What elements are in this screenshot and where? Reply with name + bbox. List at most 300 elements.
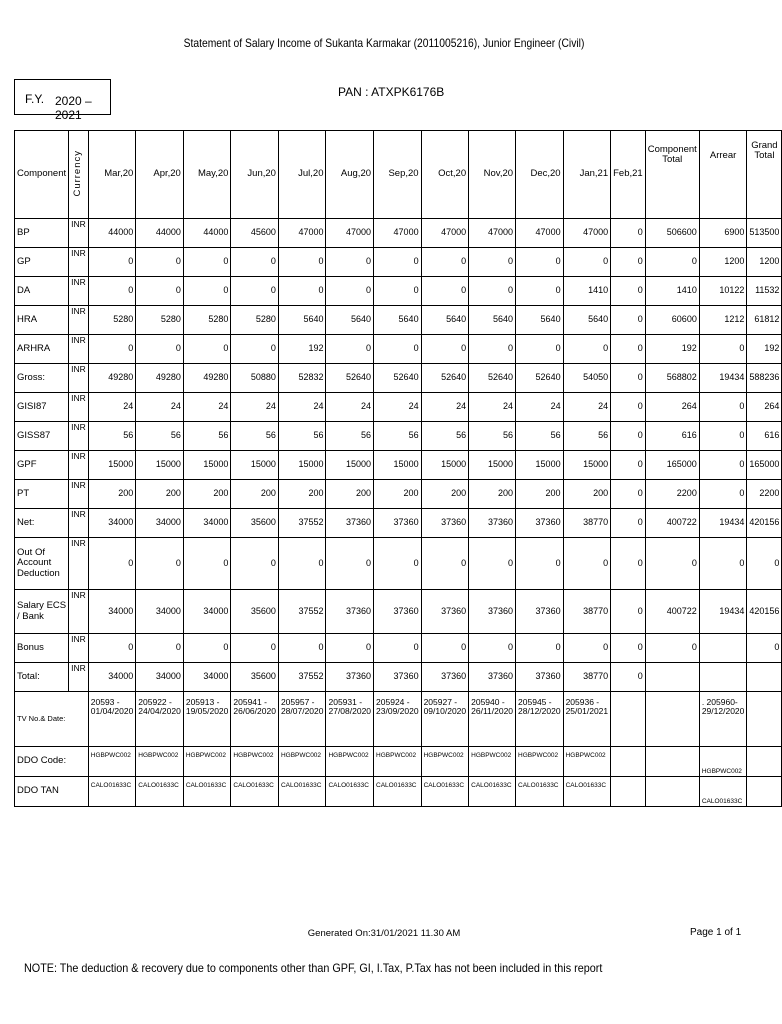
- header-month: Nov,20: [469, 131, 516, 219]
- row-value: 0: [469, 248, 516, 277]
- row-value: 24: [183, 393, 231, 422]
- row-label: HRA: [15, 306, 69, 335]
- row-currency: INR: [69, 538, 89, 590]
- row-value: 37360: [421, 663, 469, 692]
- row-value: 34000: [183, 663, 231, 692]
- ddo-tan-value: CALO01633C: [183, 777, 231, 807]
- row-value: 0: [421, 634, 469, 663]
- table-row: [15, 306, 782, 335]
- row-value: 34000: [183, 590, 231, 634]
- row-value: 37360: [516, 509, 564, 538]
- row-value: 56: [326, 422, 374, 451]
- row-currency: INR: [69, 393, 89, 422]
- row-value: 47000: [374, 219, 422, 248]
- ddo-code-value: HGBPWC002: [374, 747, 422, 777]
- row-value: 5280: [183, 306, 231, 335]
- header-month: Jun,20: [231, 131, 279, 219]
- ddo-tan-value: CALO01633C: [516, 777, 564, 807]
- row-value: 37360: [469, 590, 516, 634]
- fy-value: 2020 – 2021: [55, 94, 92, 122]
- row-currency: INR: [69, 219, 89, 248]
- row-component-total: 0: [645, 538, 699, 590]
- ddo-tan-value: CALO01633C: [699, 777, 747, 807]
- row-value: 0: [278, 538, 326, 590]
- row-value: 47000: [421, 219, 469, 248]
- row-arrear: 1200: [699, 248, 747, 277]
- row-value: 5640: [516, 306, 564, 335]
- table-row: [15, 451, 782, 480]
- row-value: 49280: [136, 364, 184, 393]
- row-label: PT: [15, 480, 69, 509]
- row-value: 0: [421, 538, 469, 590]
- tv-number-value: 205913 - 19/05/2020: [183, 692, 231, 747]
- row-grand-total: 192: [747, 335, 782, 364]
- tv-number-value: 205922 - 24/04/2020: [136, 692, 184, 747]
- tv-number-value: [645, 692, 699, 747]
- row-value: 0: [88, 248, 136, 277]
- row-arrear: 0: [699, 422, 747, 451]
- row-value: 200: [326, 480, 374, 509]
- row-value: 37360: [421, 590, 469, 634]
- row-arrear: 0: [699, 451, 747, 480]
- row-grand-total: 616: [747, 422, 782, 451]
- row-value: 0: [88, 538, 136, 590]
- row-component-total: [645, 663, 699, 692]
- row-arrear: [699, 663, 747, 692]
- row-value: 52832: [278, 364, 326, 393]
- header-row: [15, 131, 782, 219]
- row-label: DA: [15, 277, 69, 306]
- row-value: 0: [278, 634, 326, 663]
- row-arrear: 6900: [699, 219, 747, 248]
- row-currency: INR: [69, 335, 89, 364]
- header-month: Sep,20: [374, 131, 422, 219]
- header-month: Jan,21: [563, 131, 611, 219]
- row-label: Salary ECS / Bank: [15, 590, 69, 634]
- row-grand-total: 165000: [747, 451, 782, 480]
- row-value: 0: [326, 538, 374, 590]
- row-value: 56: [421, 422, 469, 451]
- row-value: 37360: [374, 590, 422, 634]
- row-value: 34000: [88, 509, 136, 538]
- row-value: 52640: [326, 364, 374, 393]
- row-value: 0: [611, 422, 646, 451]
- row-value: 0: [326, 634, 374, 663]
- table-row: [15, 509, 782, 538]
- ddo-tan-label: DDO TAN: [15, 777, 89, 807]
- row-value: 47000: [469, 219, 516, 248]
- row-value: 0: [136, 634, 184, 663]
- row-value: 24: [278, 393, 326, 422]
- header-month: Aug,20: [326, 131, 374, 219]
- ddo-tan-value: CALO01633C: [278, 777, 326, 807]
- row-label: GP: [15, 248, 69, 277]
- header-month: Feb,21: [611, 131, 646, 219]
- header-arrear: Arrear: [699, 131, 747, 219]
- row-value: 0: [231, 538, 279, 590]
- row-value: 0: [469, 277, 516, 306]
- ddo-code-value: HGBPWC002: [469, 747, 516, 777]
- row-component-total: 192: [645, 335, 699, 364]
- row-value: 15000: [563, 451, 611, 480]
- tv-number-value: . 205960- 29/12/2020: [699, 692, 747, 747]
- row-value: 35600: [231, 590, 279, 634]
- header-currency: [69, 131, 89, 219]
- row-value: 44000: [183, 219, 231, 248]
- row-value: 54050: [563, 364, 611, 393]
- row-value: 49280: [88, 364, 136, 393]
- ddo-tan-value: CALO01633C: [326, 777, 374, 807]
- row-grand-total: 2200: [747, 480, 782, 509]
- row-value: 0: [183, 634, 231, 663]
- row-value: 0: [611, 590, 646, 634]
- row-value: 0: [374, 248, 422, 277]
- table-row: [15, 480, 782, 509]
- ddo-code-value: [611, 747, 646, 777]
- row-value: 5280: [88, 306, 136, 335]
- row-label: ARHRA: [15, 335, 69, 364]
- row-value: 0: [231, 335, 279, 364]
- row-value: 5640: [278, 306, 326, 335]
- row-value: 37552: [278, 663, 326, 692]
- row-value: 200: [183, 480, 231, 509]
- row-value: 50880: [231, 364, 279, 393]
- row-value: 56: [469, 422, 516, 451]
- row-value: 0: [231, 248, 279, 277]
- ddo-tan-value: CALO01633C: [136, 777, 184, 807]
- row-component-total: 1410: [645, 277, 699, 306]
- statement-title: Statement of Salary Income of Sukanta Karmakar (2011005216), Junior Engineer (Civil): [183, 36, 585, 50]
- row-value: 24: [231, 393, 279, 422]
- row-grand-total: 0: [747, 634, 782, 663]
- row-value: 15000: [469, 451, 516, 480]
- ddo-code-value: HGBPWC002: [699, 747, 747, 777]
- tv-number-value: [747, 692, 782, 747]
- row-value: 0: [231, 634, 279, 663]
- row-value: 35600: [231, 509, 279, 538]
- row-grand-total: 513500: [747, 219, 782, 248]
- ddo-tan-value: CALO01633C: [563, 777, 611, 807]
- tv-number-value: 205931 - 27/08/2020: [326, 692, 374, 747]
- table-row: [15, 634, 782, 663]
- row-value: 0: [136, 335, 184, 364]
- row-currency: INR: [69, 663, 89, 692]
- pan-number: PAN : ATXPK6176B: [338, 85, 445, 99]
- row-label: Bonus: [15, 634, 69, 663]
- row-value: 0: [611, 634, 646, 663]
- row-value: 200: [516, 480, 564, 509]
- row-value: 56: [136, 422, 184, 451]
- row-value: 0: [136, 248, 184, 277]
- row-value: 49280: [183, 364, 231, 393]
- table-row: [15, 538, 782, 590]
- row-component-total: 165000: [645, 451, 699, 480]
- table-row: [15, 422, 782, 451]
- table-row: [15, 663, 782, 692]
- row-arrear: 0: [699, 538, 747, 590]
- row-value: 15000: [421, 451, 469, 480]
- row-value: 0: [563, 335, 611, 364]
- row-value: 0: [563, 538, 611, 590]
- ddo-tan-value: CALO01633C: [469, 777, 516, 807]
- page-number: Page 1 of 1: [690, 927, 742, 938]
- row-value: 15000: [278, 451, 326, 480]
- row-value: 44000: [88, 219, 136, 248]
- row-value: 200: [469, 480, 516, 509]
- row-arrear: 19434: [699, 364, 747, 393]
- row-value: 34000: [136, 663, 184, 692]
- row-value: 24: [516, 393, 564, 422]
- row-value: 0: [421, 248, 469, 277]
- row-value: 0: [611, 364, 646, 393]
- row-value: 24: [374, 393, 422, 422]
- row-value: 56: [231, 422, 279, 451]
- row-value: 38770: [563, 590, 611, 634]
- table-row: [15, 590, 782, 634]
- row-value: 0: [136, 538, 184, 590]
- row-value: 0: [611, 451, 646, 480]
- row-value: 0: [278, 248, 326, 277]
- ddo-tan-value: [611, 777, 646, 807]
- table-row: [15, 248, 782, 277]
- table-row: [15, 219, 782, 248]
- row-value: 0: [611, 219, 646, 248]
- row-value: 0: [516, 634, 564, 663]
- row-value: 0: [88, 634, 136, 663]
- row-value: 52640: [469, 364, 516, 393]
- ddo-tan-row: [15, 777, 782, 807]
- row-value: 47000: [326, 219, 374, 248]
- row-value: 0: [611, 538, 646, 590]
- row-value: 0: [611, 277, 646, 306]
- tv-number-row: [15, 692, 782, 747]
- row-value: 200: [563, 480, 611, 509]
- row-label: GISS87: [15, 422, 69, 451]
- row-component-total: 506600: [645, 219, 699, 248]
- ddo-tan-value: CALO01633C: [374, 777, 422, 807]
- row-value: 15000: [231, 451, 279, 480]
- row-value: 0: [611, 393, 646, 422]
- row-arrear: 1212: [699, 306, 747, 335]
- ddo-code-value: [747, 747, 782, 777]
- row-value: 24: [469, 393, 516, 422]
- row-value: 37552: [278, 590, 326, 634]
- ddo-code-value: HGBPWC002: [516, 747, 564, 777]
- row-value: 0: [611, 335, 646, 364]
- ddo-code-value: HGBPWC002: [136, 747, 184, 777]
- row-value: 5640: [374, 306, 422, 335]
- row-currency: INR: [69, 277, 89, 306]
- row-value: 52640: [516, 364, 564, 393]
- ddo-code-value: HGBPWC002: [563, 747, 611, 777]
- row-arrear: 0: [699, 393, 747, 422]
- row-value: 0: [183, 277, 231, 306]
- row-value: 0: [136, 277, 184, 306]
- tv-number-value: 20593 - 01/04/2020: [88, 692, 136, 747]
- row-value: 52640: [421, 364, 469, 393]
- row-grand-total: [747, 663, 782, 692]
- row-value: 5640: [326, 306, 374, 335]
- row-value: 0: [326, 277, 374, 306]
- header-component: Component: [15, 131, 69, 219]
- tv-number-value: 205941 - 26/06/2020: [231, 692, 279, 747]
- row-value: 200: [374, 480, 422, 509]
- row-currency: INR: [69, 590, 89, 634]
- row-value: 0: [421, 277, 469, 306]
- row-value: 0: [421, 335, 469, 364]
- table-row: [15, 364, 782, 393]
- row-component-total: 568802: [645, 364, 699, 393]
- row-value: 192: [278, 335, 326, 364]
- row-value: 24: [88, 393, 136, 422]
- row-value: 0: [469, 335, 516, 364]
- header-month: Apr,20: [136, 131, 184, 219]
- row-value: 37552: [278, 509, 326, 538]
- tv-number-value: 205924 - 23/09/2020: [374, 692, 422, 747]
- row-value: 0: [611, 248, 646, 277]
- header-month: Mar,20: [88, 131, 136, 219]
- row-value: 56: [516, 422, 564, 451]
- row-value: 47000: [278, 219, 326, 248]
- fy-box: [14, 79, 111, 122]
- tv-number-value: 205936 - 25/01/2021: [563, 692, 611, 747]
- row-value: 0: [469, 634, 516, 663]
- row-currency: INR: [69, 451, 89, 480]
- row-value: 38770: [563, 663, 611, 692]
- row-value: 0: [326, 248, 374, 277]
- ddo-code-value: HGBPWC002: [278, 747, 326, 777]
- row-value: 34000: [88, 663, 136, 692]
- row-value: 15000: [326, 451, 374, 480]
- row-value: 0: [278, 277, 326, 306]
- row-value: 0: [516, 277, 564, 306]
- row-value: 5640: [421, 306, 469, 335]
- row-currency: INR: [69, 422, 89, 451]
- row-currency: INR: [69, 248, 89, 277]
- row-value: 24: [563, 393, 611, 422]
- row-arrear: 0: [699, 335, 747, 364]
- row-value: 15000: [374, 451, 422, 480]
- row-value: 0: [374, 538, 422, 590]
- row-value: 37360: [326, 590, 374, 634]
- row-value: 0: [374, 277, 422, 306]
- row-arrear: 19434: [699, 509, 747, 538]
- row-value: 0: [563, 634, 611, 663]
- row-value: 0: [326, 335, 374, 364]
- row-value: 0: [516, 248, 564, 277]
- row-value: 0: [374, 335, 422, 364]
- row-value: 0: [231, 277, 279, 306]
- ddo-tan-value: CALO01633C: [88, 777, 136, 807]
- row-component-total: 0: [645, 634, 699, 663]
- row-value: 15000: [516, 451, 564, 480]
- row-value: 0: [88, 277, 136, 306]
- row-arrear: 19434: [699, 590, 747, 634]
- tv-number-value: 205940 - 26/11/2020: [469, 692, 516, 747]
- row-grand-total: 0: [747, 538, 782, 590]
- row-value: 47000: [516, 219, 564, 248]
- row-arrear: [699, 634, 747, 663]
- header-month: Oct,20: [421, 131, 469, 219]
- tv-number-value: 205945 - 28/12/2020: [516, 692, 564, 747]
- row-component-total: 400722: [645, 509, 699, 538]
- row-component-total: 616: [645, 422, 699, 451]
- row-value: 0: [611, 480, 646, 509]
- row-value: 34000: [136, 590, 184, 634]
- row-value: 5280: [231, 306, 279, 335]
- row-value: 200: [231, 480, 279, 509]
- row-grand-total: 1200: [747, 248, 782, 277]
- header-component-total: Component Total: [645, 131, 699, 219]
- row-value: 37360: [326, 663, 374, 692]
- row-value: 0: [469, 538, 516, 590]
- row-value: 0: [183, 335, 231, 364]
- row-value: 35600: [231, 663, 279, 692]
- row-value: 37360: [374, 509, 422, 538]
- ddo-code-value: HGBPWC002: [421, 747, 469, 777]
- row-grand-total: 420156: [747, 590, 782, 634]
- header-month: Dec,20: [516, 131, 564, 219]
- row-value: 0: [611, 509, 646, 538]
- row-value: 24: [136, 393, 184, 422]
- row-label: Out Of Account Deduction: [15, 538, 69, 590]
- row-value: 47000: [563, 219, 611, 248]
- row-value: 5640: [563, 306, 611, 335]
- row-value: 56: [278, 422, 326, 451]
- ddo-tan-value: [645, 777, 699, 807]
- table-row: [15, 335, 782, 364]
- row-value: 15000: [88, 451, 136, 480]
- row-value: 0: [516, 538, 564, 590]
- ddo-code-value: HGBPWC002: [88, 747, 136, 777]
- row-value: 37360: [516, 590, 564, 634]
- row-currency: INR: [69, 634, 89, 663]
- row-grand-total: 420156: [747, 509, 782, 538]
- row-value: 45600: [231, 219, 279, 248]
- row-value: 37360: [516, 663, 564, 692]
- row-label: Total:: [15, 663, 69, 692]
- row-value: 0: [516, 335, 564, 364]
- row-value: 5280: [136, 306, 184, 335]
- ddo-code-value: HGBPWC002: [183, 747, 231, 777]
- row-value: 0: [611, 663, 646, 692]
- row-value: 37360: [469, 663, 516, 692]
- row-grand-total: 264: [747, 393, 782, 422]
- row-component-total: 400722: [645, 590, 699, 634]
- row-label: GISI87: [15, 393, 69, 422]
- row-label: Gross:: [15, 364, 69, 393]
- row-value: 0: [183, 248, 231, 277]
- row-value: 200: [88, 480, 136, 509]
- row-value: 37360: [469, 509, 516, 538]
- row-value: 34000: [136, 509, 184, 538]
- ddo-code-row: [15, 747, 782, 777]
- generated-on: Generated On:31/01/2021 11.30 AM: [307, 928, 461, 939]
- row-value: 200: [136, 480, 184, 509]
- table-row: [15, 277, 782, 306]
- row-currency: INR: [69, 306, 89, 335]
- header-month: May,20: [183, 131, 231, 219]
- row-value: 56: [183, 422, 231, 451]
- currency-label: Currency: [72, 149, 84, 197]
- header-grand-total: Grand Total: [747, 131, 782, 219]
- row-value: 37360: [326, 509, 374, 538]
- salary-table: [14, 130, 782, 807]
- row-value: 56: [88, 422, 136, 451]
- tv-number-value: [611, 692, 646, 747]
- ddo-code-value: HGBPWC002: [231, 747, 279, 777]
- header-month: Jul,20: [278, 131, 326, 219]
